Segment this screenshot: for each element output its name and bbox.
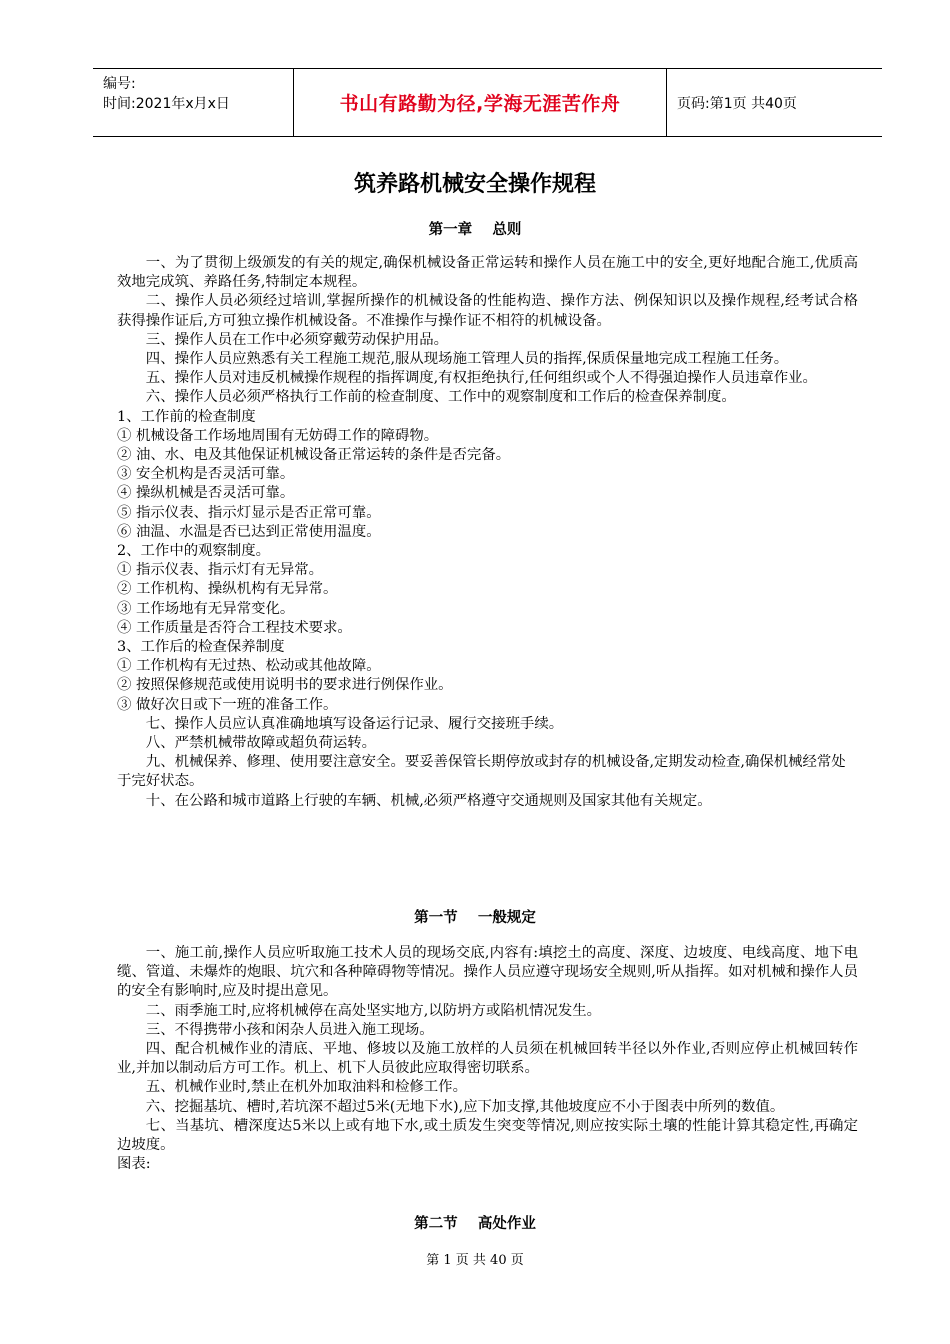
list-item: ⑥ 油温、水温是否已达到正常使用温度。 xyxy=(117,523,381,540)
list-item: ② 油、水、电及其他保证机械设备正常运转的条件是否完备。 xyxy=(117,447,511,464)
page-header xyxy=(93,68,882,137)
list-item: ① 机械设备工作场地周围有无妨碍工作的障碍物。 xyxy=(117,427,439,444)
paragraph: 三、不得携带小孩和闲杂人员进入施工现场。 xyxy=(145,1021,434,1038)
header-page-info: 页码:第1页 共40页 xyxy=(677,95,797,112)
header-meta-cell xyxy=(93,69,293,136)
section-heading: 第一节 一般规定 xyxy=(414,910,536,926)
header-divider xyxy=(666,69,667,136)
section-heading: 第二节 高处作业 xyxy=(414,1216,536,1232)
paragraph: 八、严禁机械带故障或超负荷运转。 xyxy=(145,735,377,752)
list-item: ② 工作机构、操纵机构有无异常。 xyxy=(117,581,338,598)
header-motto: 书山有路勤为径,学海无涯苦作舟 xyxy=(339,93,621,115)
paragraph: 六、操作人员必须严格执行工作前的检查制度、工作中的观察制度和工作后的检查保养制度。 xyxy=(145,389,736,406)
list-item: ② 按照保修规范或使用说明书的要求进行例保作业。 xyxy=(117,677,453,694)
paragraph: 三、操作人员在工作中必须穿戴劳动保护用品。 xyxy=(145,331,449,348)
figure-label: 图表: xyxy=(117,1156,151,1173)
chapter-heading: 第一章 总则 xyxy=(428,222,522,238)
paragraph: 七、操作人员应认真准确地填写设备运行记录、履行交接班手续。 xyxy=(145,715,564,732)
time-label: 时间:2021年x月x日 xyxy=(103,96,230,112)
section-body xyxy=(117,944,858,1174)
list-item: ③ 安全机构是否灵活可靠。 xyxy=(117,466,295,483)
paragraph: 四、操作人员应熟悉有关工程施工规范,服从现场施工管理人员的指挥,保质保量地完成工程施工任务。 xyxy=(145,351,789,368)
list-item: ④ 工作质量是否符合工程技术要求。 xyxy=(117,619,352,636)
paragraph: 一、为了贯彻上级颁发的有关的规定,确保机械设备正常运转和操作人员在施工中的安全,更好地配合施工,优质高效地完成筑、养路任务,特制定本规程。 xyxy=(117,255,858,291)
list-item: 2、工作中的观察制度。 xyxy=(117,543,271,560)
list-item: ⑤ 指示仪表、指示灯显示是否正常可靠。 xyxy=(117,504,381,521)
page-footer: 第 1 页 共 40 页 xyxy=(426,1253,524,1268)
paragraph: 五、机械作业时,禁止在机外加取油料和检修工作。 xyxy=(145,1079,467,1096)
document-title: 筑养路机械安全操作规程 xyxy=(353,172,596,197)
number-label: 编号: xyxy=(103,76,136,92)
paragraph-continuation: 于完好状态。 xyxy=(117,773,204,790)
list-item: ③ 做好次日或下一班的准备工作。 xyxy=(117,696,338,713)
paragraph: 一、施工前,操作人员应听取施工技术人员的现场交底,内容有:填挖土的高度、深度、边坡度、电线高度、地下电缆、管道、未爆炸的炮眼、坑穴和各种障碍物等情况。操作人员应遵守现场安全规则,听从指挥。如对机械和操作人员的安全有影响时,应及时提出意见。 xyxy=(117,945,858,1000)
paragraph: 四、配合机械作业的清底、平地、修坡以及施工放样的人员须在机械回转半径以外作业,否则应停止机械回转作业,并加以制动后方可工作。机上、机下人员彼此应取得密切联系。 xyxy=(117,1041,858,1077)
paragraph: 七、当基坑、槽深度达5米以上或有地下水,或土质发生突变等情况,则应按实际土壤的性能计算其稳定性,再确定边坡度。 xyxy=(117,1117,858,1154)
paragraph: 六、挖掘基坑、槽时,若坑深不超过5米(无地下水),应下加支撑,其他坡度应不小于图表中所列的数值。 xyxy=(145,1098,785,1115)
list-item: ① 指示仪表、指示灯有无异常。 xyxy=(117,562,324,579)
list-item: ③ 工作场地有无异常变化。 xyxy=(117,600,295,617)
paragraph: 十、在公路和城市道路上行驶的车辆、机械,必须严格遵守交通规则及国家其他有关规定。 xyxy=(145,792,712,809)
list-item: ④ 操纵机械是否灵活可靠。 xyxy=(117,485,295,502)
paragraph: 二、雨季施工时,应将机械停在高处坚实地方,以防坍方或陷机情况发生。 xyxy=(145,1002,602,1019)
list-item: ① 工作机构有无过热、松动或其他故障。 xyxy=(117,658,381,675)
list-item: 1、工作前的检查制度 xyxy=(117,408,256,425)
paragraph: 二、操作人员必须经过培训,掌握所操作的机械设备的性能构造、操作方法、例保知识以及操作规程,经考试合格获得操作证后,方可独立操作机械设备。不准操作与操作证不相符的机械设备。 xyxy=(117,293,858,329)
chapter-body xyxy=(117,254,858,811)
paragraph: 九、机械保养、修理、使用要注意安全。要妥善保管长期停放或封存的机械设备,定期发动检查,确保机械经常处 xyxy=(145,754,846,771)
paragraph: 五、操作人员对违反机械操作规程的指挥调度,有权拒绝执行,任何组织或个人不得强迫操作人员违章作业。 xyxy=(145,370,817,387)
list-item: 3、工作后的检查保养制度 xyxy=(117,639,285,656)
